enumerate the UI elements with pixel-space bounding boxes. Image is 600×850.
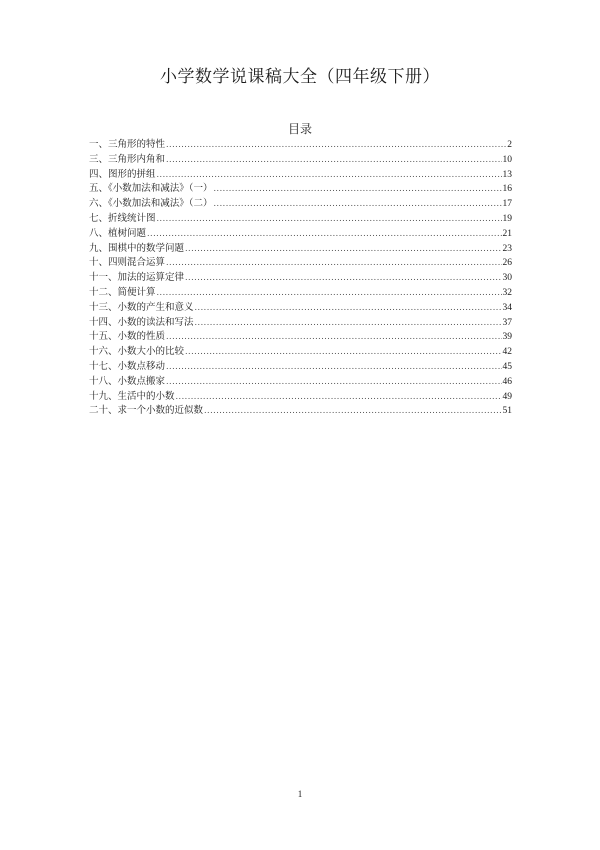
toc-dot-leader [176, 390, 502, 405]
toc-entry-label: 十四、小数的读法和写法 [89, 316, 194, 328]
toc-entry-label: 四、图形的拼组 [89, 168, 156, 180]
toc-entry-label: 五、《小数加法和减法》（一） [89, 183, 213, 195]
toc-dot-leader [166, 330, 501, 345]
toc-entry-page: 45 [502, 361, 512, 372]
toc-entry-page: 51 [502, 406, 512, 417]
toc-entry-page: 37 [502, 317, 512, 328]
toc-heading: 目录 [287, 122, 312, 136]
toc-entry-page: 13 [502, 169, 512, 180]
toc-entry[interactable] [89, 301, 512, 316]
toc-entry-label: 三、三角形内角和 [89, 153, 166, 165]
toc-dot-leader [157, 212, 502, 227]
toc-entry[interactable] [89, 375, 512, 390]
toc-dot-leader [214, 182, 502, 197]
toc-dot-leader [166, 138, 506, 153]
toc-entry-page: 46 [502, 376, 512, 387]
toc-dot-leader [166, 256, 501, 271]
toc-entry-page: 39 [502, 332, 512, 343]
toc-entry-page: 32 [502, 287, 512, 298]
toc-dot-leader [157, 286, 502, 301]
toc-entry-page: 26 [502, 258, 512, 269]
toc-dot-leader [185, 242, 501, 257]
document-title: 小学数学说课稿大全（四年级下册） [160, 67, 440, 87]
toc-entry-page: 19 [502, 213, 512, 224]
toc-entry-label: 十五、小数的性质 [89, 331, 166, 343]
toc-dot-leader [204, 404, 501, 419]
toc-dot-leader [157, 168, 502, 183]
toc-entry[interactable] [89, 256, 512, 271]
toc-dot-leader [166, 375, 501, 390]
toc-entry[interactable] [89, 153, 512, 168]
toc-entry[interactable] [89, 168, 512, 183]
toc-entry-label: 十、四则混合运算 [89, 257, 166, 269]
toc-entry-label: 一、三角形的特性 [89, 139, 166, 150]
toc-entry[interactable] [89, 197, 512, 212]
toc-dot-leader [166, 153, 501, 168]
toc-entry[interactable] [89, 182, 512, 197]
toc-entry-page: 2 [507, 140, 512, 150]
toc-dot-leader [195, 301, 502, 316]
toc-entry-label: 十六、小数大小的比较 [89, 346, 185, 358]
toc-entry[interactable] [89, 242, 512, 257]
toc-entry-page: 16 [502, 184, 512, 195]
toc-entry[interactable] [89, 390, 512, 405]
toc-entry[interactable] [89, 316, 512, 331]
toc-entry-page: 21 [502, 228, 512, 239]
toc-entry-label: 十二、简便计算 [89, 286, 156, 298]
toc-entry[interactable] [89, 286, 512, 301]
table-of-contents [89, 138, 512, 419]
toc-entry[interactable] [89, 360, 512, 375]
toc-entry-label: 十九、生活中的小数 [89, 390, 175, 402]
toc-entry-label: 九、围棋中的数学问题 [89, 242, 185, 254]
toc-entry-page: 42 [502, 347, 512, 358]
toc-entry-label: 十三、小数的产生和意义 [89, 301, 194, 313]
toc-entry-page: 30 [502, 273, 512, 284]
toc-dot-leader [195, 316, 502, 331]
toc-entry-label: 十八、小数点搬家 [89, 375, 166, 387]
toc-entry-page: 10 [502, 154, 512, 165]
toc-dot-leader [214, 197, 502, 212]
toc-entry-page: 49 [502, 391, 512, 402]
toc-entry[interactable] [89, 212, 512, 227]
page-number: 1 [297, 789, 303, 799]
toc-entry-label: 十一、加法的运算定律 [89, 272, 185, 284]
toc-entry-label: 七、折线统计图 [89, 212, 156, 224]
toc-entry[interactable] [89, 330, 512, 345]
toc-entry-label: 六、《小数加法和减法》（二） [89, 198, 213, 210]
toc-entry-page: 34 [502, 302, 512, 313]
toc-entry-label: 八、植树问题 [89, 227, 147, 239]
toc-dot-leader [147, 227, 501, 242]
toc-entry[interactable] [89, 345, 512, 360]
toc-entry[interactable] [89, 138, 512, 153]
toc-entry-page: 17 [502, 199, 512, 210]
toc-dot-leader [185, 345, 501, 360]
toc-entry[interactable] [89, 227, 512, 242]
toc-entry-page: 23 [502, 243, 512, 254]
toc-dot-leader [185, 271, 501, 286]
toc-entry[interactable] [89, 404, 512, 419]
toc-dot-leader [166, 360, 501, 375]
toc-entry[interactable] [89, 271, 512, 286]
toc-entry-label: 十七、小数点移动 [89, 360, 166, 372]
toc-entry-label: 二十、求一个小数的近似数 [89, 405, 204, 417]
